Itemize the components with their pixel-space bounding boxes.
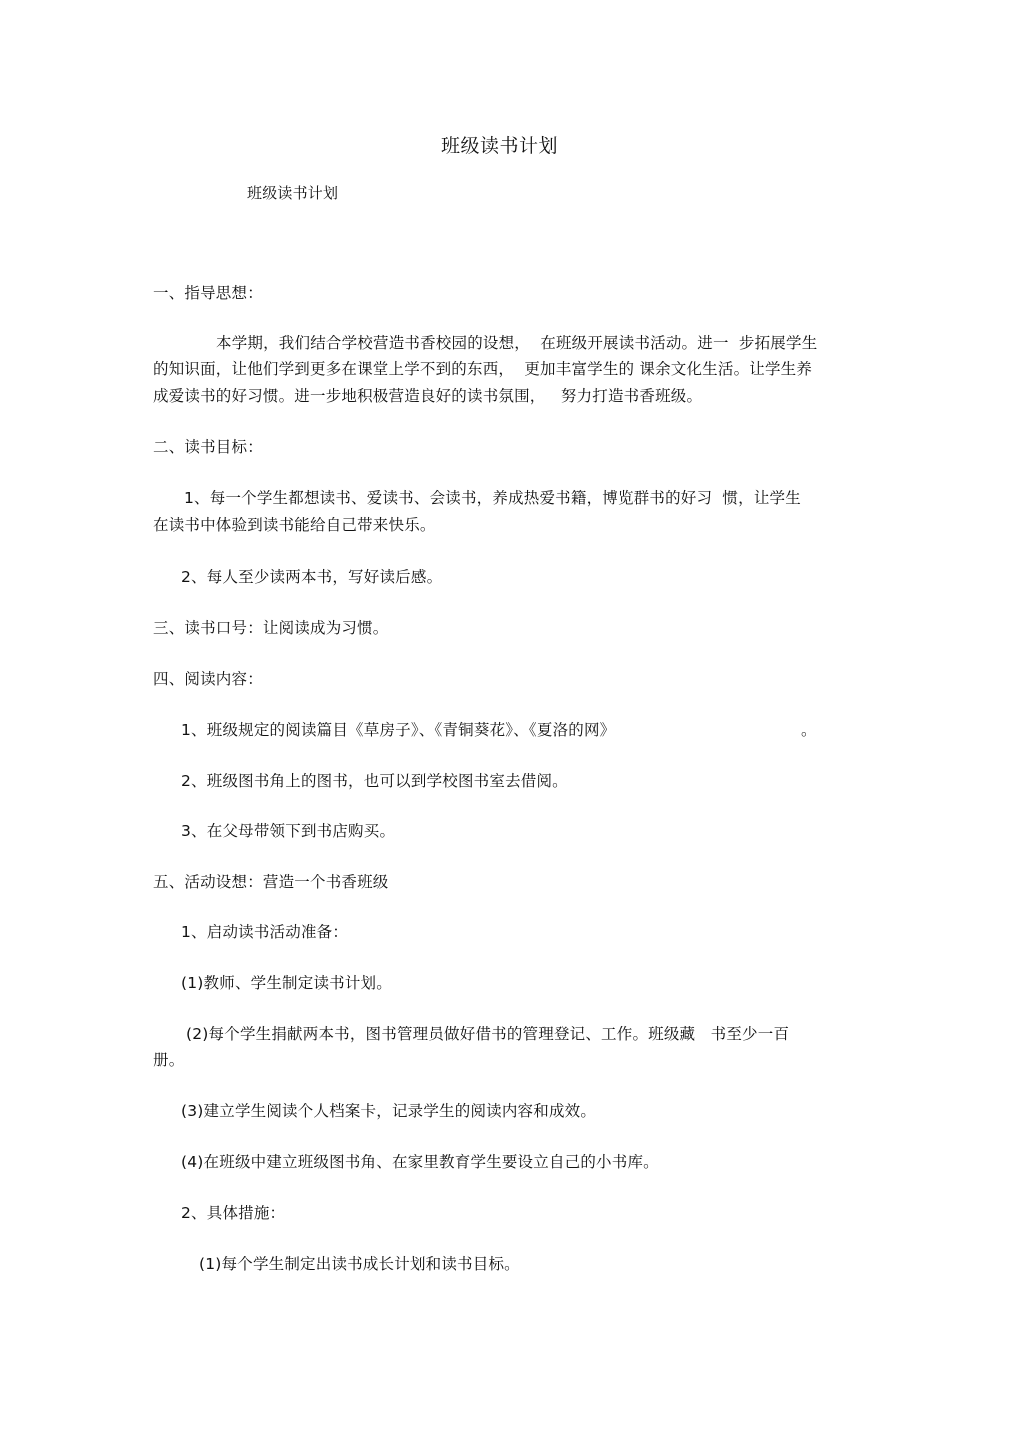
list-item-line: (2)每个学生捐献两本书，图书管理员做好借书的管理登记、工作。班级藏 书至少一百 (186, 1025, 790, 1043)
subsection-heading: 1、启动读书活动准备： (181, 923, 349, 941)
list-item: 2、班级图书角上的图书，也可以到学校图书室去借阅。 (181, 772, 568, 790)
section-heading-guiding-ideology: 一、指导思想： (153, 284, 263, 302)
list-item-line: 册。 (153, 1051, 185, 1069)
list-item: (1)教师、学生制定读书计划。 (181, 974, 392, 992)
list-item: 3、在父母带领下到书店购买。 (181, 822, 396, 840)
document-title: 班级读书计划 (441, 135, 559, 157)
paragraph-line: 的知识面，让他们学到更多在课堂上学不到的东西， 更加丰富学生的 课余文化生活。让学生养 (153, 360, 813, 378)
section-heading-slogan: 三、读书口号：让阅读成为习惯。 (153, 619, 389, 637)
list-item-line: 在读书中体验到读书能给自己带来快乐。 (153, 516, 436, 534)
section-heading-reading-content: 四、阅读内容： (153, 670, 263, 688)
list-item: 1、班级规定的阅读篇目《草房子》、《青铜葵花》、《夏洛的网》 (181, 721, 616, 739)
paragraph-line: 成爱读书的好习惯。进一步地积极营造良好的读书氛围， 努力打造书香班级。 (153, 387, 703, 405)
list-item-trailing-period: 。 (801, 721, 817, 739)
document-subtitle: 班级读书计划 (247, 184, 339, 202)
list-item: (3)建立学生阅读个人档案卡，记录学生的阅读内容和成效。 (181, 1102, 597, 1120)
section-heading-activity-plan: 五、活动设想：营造一个书香班级 (153, 873, 389, 891)
section-heading-reading-goals: 二、读书目标： (153, 438, 263, 456)
list-item-line: 1、每一个学生都想读书、爱读书、会读书，养成热爱书籍，博览群书的好习 惯，让学生 (184, 489, 801, 507)
list-item: (1)每个学生制定出读书成长计划和读书目标。 (199, 1255, 520, 1273)
subsection-heading: 2、具体措施： (181, 1204, 286, 1222)
paragraph-line: 本学期，我们结合学校营造书香校园的设想， 在班级开展读书活动。进一 步拓展学生 (216, 334, 818, 352)
list-item: (4)在班级中建立班级图书角、在家里教育学生要设立自己的小书库。 (181, 1153, 659, 1171)
list-item: 2、每人至少读两本书，写好读后感。 (181, 568, 443, 586)
